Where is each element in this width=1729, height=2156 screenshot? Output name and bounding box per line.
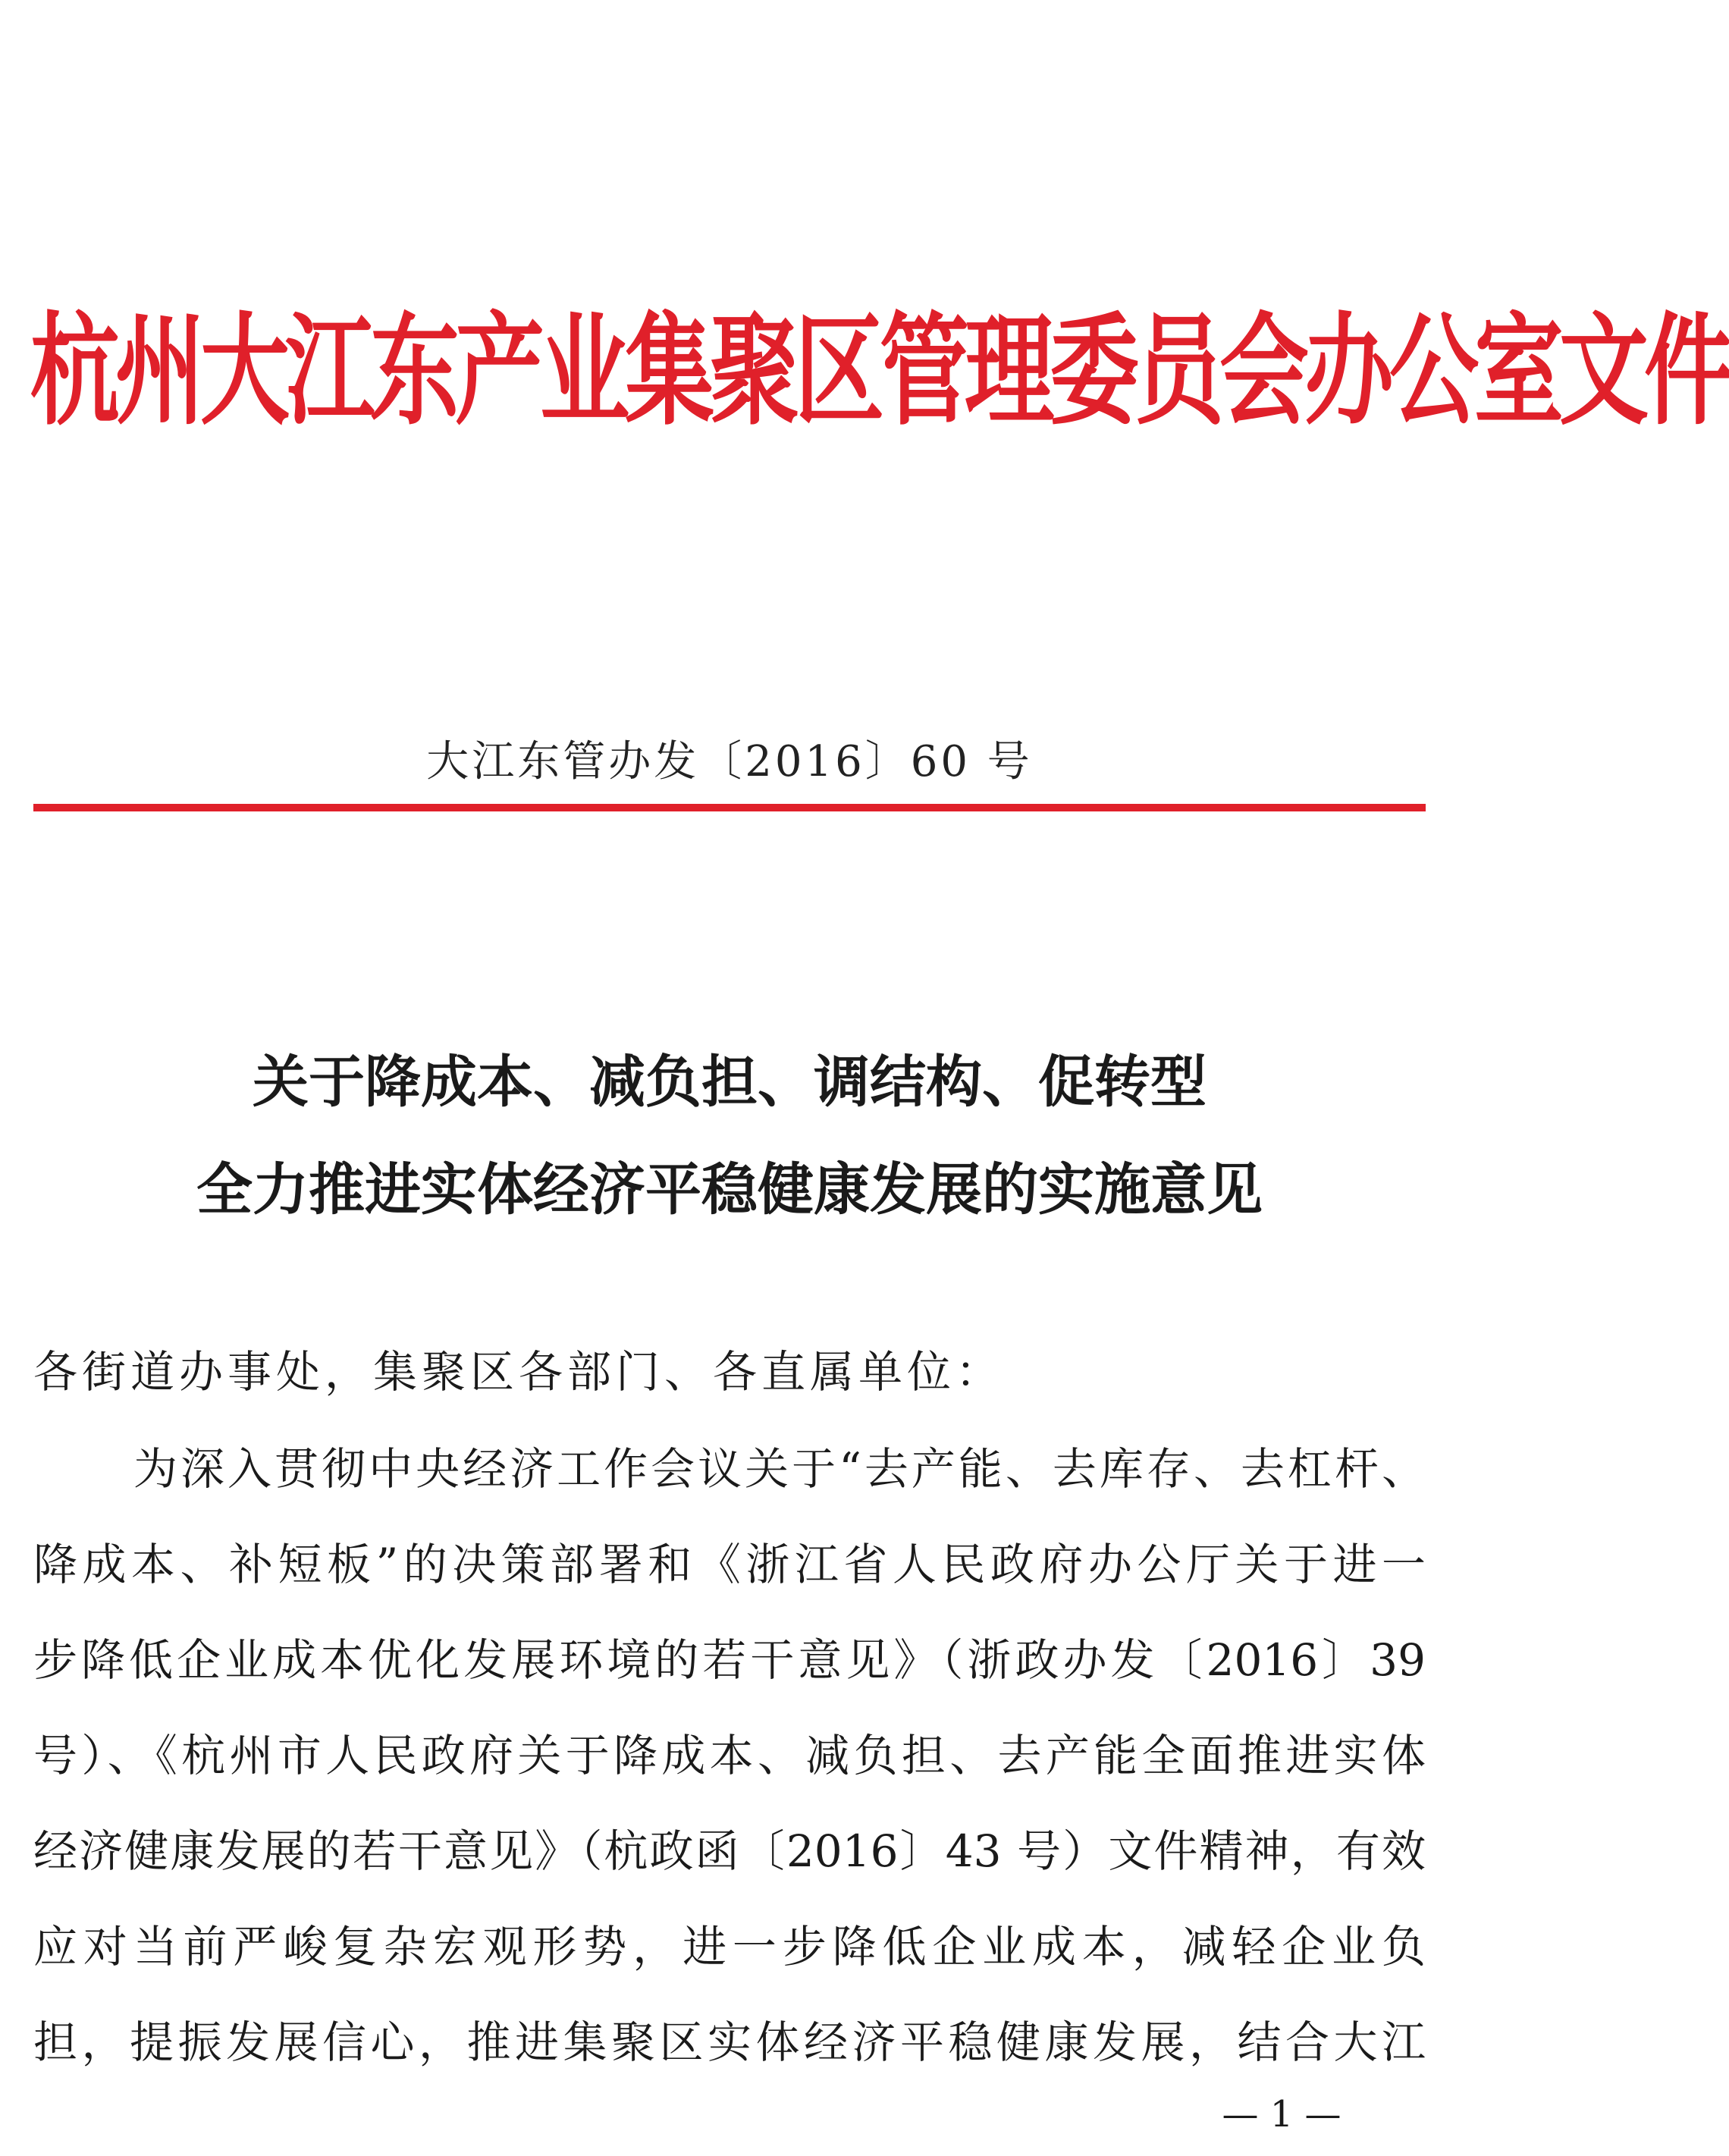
body-line: 步降低企业成本优化发展环境的若干意见》（浙政办发〔2016〕39: [33, 1634, 1426, 1686]
document-title-line-1: 关于降成本、减负担、调结构、促转型: [253, 1050, 1207, 1115]
document-title-line-2: 全力推进实体经济平稳健康发展的实施意见: [196, 1157, 1263, 1222]
body-line: 担，提振发展信心，推进集聚区实体经济平稳健康发展，结合大江: [33, 2016, 1426, 2068]
body-line: 经济健康发展的若干意见》（杭政函〔2016〕43 号）文件精神，有效: [33, 1825, 1426, 1877]
body-line: 号）、《杭州市人民政府关于降成本、减负担、去产能全面推进实体: [33, 1730, 1426, 1781]
document-header-title: 杭州大江东产业集聚区管理委员会办公室文件: [30, 299, 1729, 442]
document-number: 大江东管办发〔2016〕60 号: [426, 737, 1033, 786]
body-line: 应对当前严峻复杂宏观形势，进一步降低企业成本，减轻企业负: [33, 1921, 1426, 1972]
addressee-line: 各街道办事处，集聚区各部门、各直属单位：: [33, 1346, 1005, 1398]
page-number: — 1 —: [1222, 2093, 1341, 2136]
body-line: 降成本、补短板”的决策部署和《浙江省人民政府办公厅关于进一: [33, 1539, 1426, 1590]
body-line: 为深入贯彻中央经济工作会议关于“去产能、去库存、去杠杆、: [133, 1443, 1426, 1495]
red-separator-line: [33, 804, 1426, 811]
